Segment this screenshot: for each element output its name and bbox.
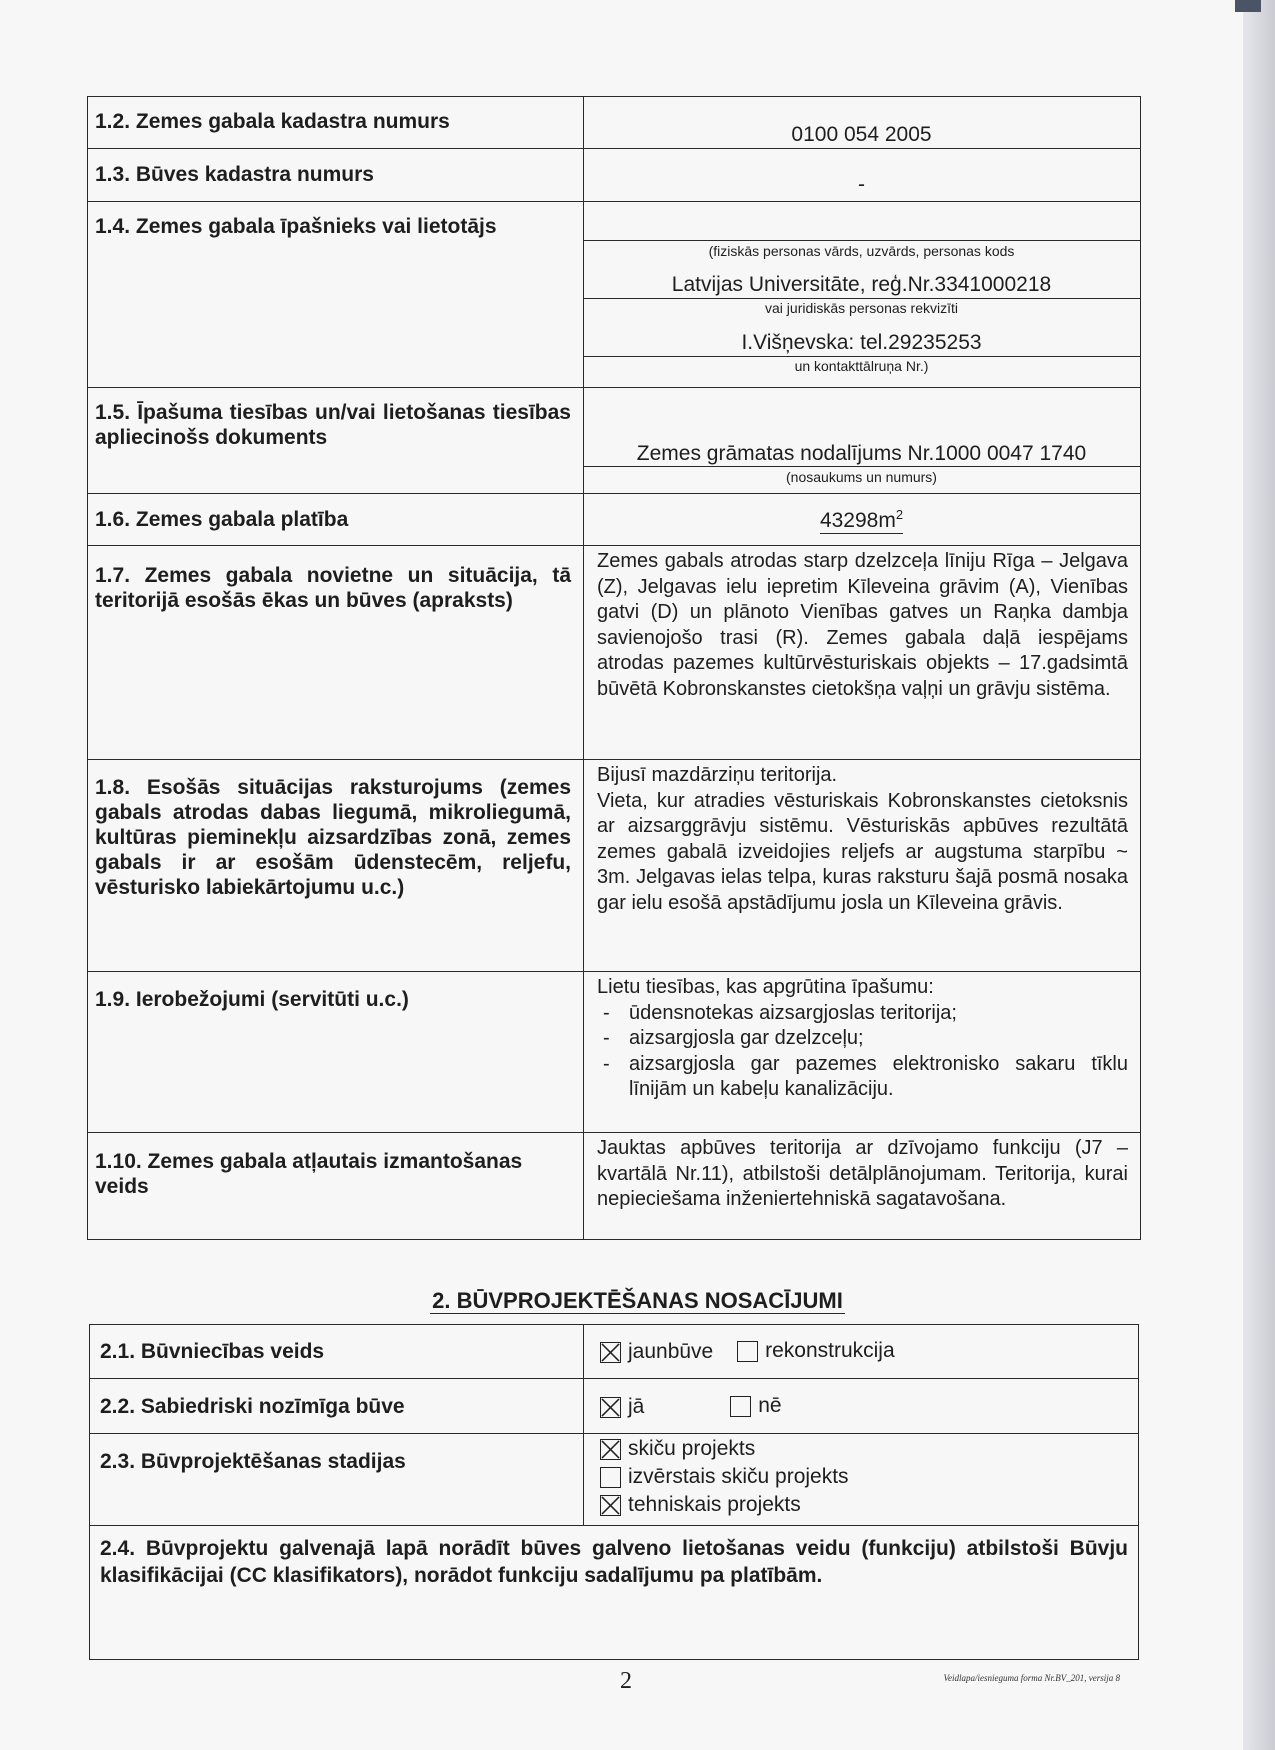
label-1-10: 1.10. Zemes gabala atļautais izmantošanas veids — [95, 1150, 523, 1198]
row-line — [90, 1378, 1138, 1379]
restrictions-list — [597, 1001, 1128, 1103]
row-line — [88, 759, 1140, 760]
option-label: nē — [758, 1394, 782, 1417]
scan-edge-mark — [1235, 0, 1261, 12]
label-2-1: 2.1. Būvniecības veids — [100, 1340, 325, 1363]
owner-hint-2: vai juridiskās personas rekvizīti — [765, 300, 958, 316]
section-2-title-text: 2. BŪVPROJEKTĒŠANAS NOSACĪJUMI — [432, 1288, 843, 1313]
checkbox-checked-icon[interactable] — [600, 1342, 621, 1363]
option-label: skiču projekts — [628, 1437, 756, 1460]
label-1-7: 1.7. Zemes gabala novietne un situācija, tā teritorijā esošās ēkas un būves (apraksts) — [95, 564, 571, 612]
checkbox-empty-icon[interactable] — [737, 1341, 758, 1362]
owner-value: Latvijas Universitāte, reģ.Nr.3341000218 — [671, 273, 1052, 296]
land-area-wrap — [820, 507, 903, 534]
cadastre-number-value: 0100 054 2005 — [791, 123, 932, 146]
label-2-3: 2.3. Būvprojektēšanas stadijas — [100, 1450, 406, 1473]
option-yes[interactable] — [600, 1395, 644, 1419]
location-description — [597, 549, 1128, 702]
label-1-3: 1.3. Būves kadastra numurs — [95, 163, 374, 186]
label-1-2: 1.2. Zemes gabala kadastra numurs — [95, 110, 450, 133]
option-extended-sketch[interactable] — [600, 1465, 849, 1489]
land-book-line — [583, 466, 1140, 467]
property-info-table — [87, 96, 1141, 1240]
row-line — [88, 971, 1140, 972]
land-area-sup: 2 — [895, 507, 904, 522]
column-divider — [583, 1325, 584, 1525]
permitted-use-description — [597, 1136, 1128, 1213]
option-reconstruction[interactable] — [737, 1339, 895, 1363]
land-area-value — [583, 507, 1140, 534]
option-new-build[interactable] — [600, 1340, 713, 1364]
option-no[interactable] — [730, 1394, 781, 1418]
row-line — [88, 545, 1140, 546]
row-line — [88, 201, 1140, 202]
owner-line-2 — [583, 298, 1140, 299]
owner-line-1 — [583, 240, 1140, 241]
form-version-note: Veidlapa/iesnieguma forma Nr.BV_201, versija 8 — [943, 1673, 1120, 1683]
option-label: rekonstrukcija — [765, 1339, 895, 1362]
row-line — [88, 148, 1140, 149]
row-line — [90, 1525, 1138, 1526]
owner-hint-3: un kontakttālruņa Nr.) — [794, 358, 929, 374]
checkbox-empty-icon[interactable] — [600, 1467, 621, 1488]
label-1-4: 1.4. Zemes gabala īpašnieks vai lietotājs — [95, 215, 497, 238]
list-item: - aizsargjosla gar dzelzceļu; — [597, 1026, 1128, 1052]
location-text: Zemes gabals atrodas starp dzelzceļa līniju Rīga – Jelgava (Z), Jelgavas ielu iepretim Kīleveina grāvim (A), Vienības gatvi (D) un plānoto Vienības gatves un Raņka dambja savienojošo trasi (R). Zemes gabala daļā iespējams atrodas pazemes kultūrvēsturiskais objekts – 17.gadsimtā būvētā Kobronskanstes cietokšņa vaļņi un grāvju sistēma. — [597, 550, 1128, 700]
option-technical-project[interactable] — [600, 1493, 849, 1517]
label-1-8: 1.8. Esošās situācijas raksturojums (zemes gabals atrodas dabas liegumā, mikroliegumā, kultūras pieminekļu aizsardzības zonā, zemes gabals ir ar esošām ūdenstecēm, reljefu, vēsturisko labiekārtojumu u.c.) — [95, 776, 571, 899]
option-label: jā — [628, 1395, 645, 1418]
label-1-9: 1.9. Ierobežojumi (servitūti u.c.) — [95, 988, 409, 1011]
owner-hint-1: (fiziskās personas vārds, uzvārds, personas kods — [708, 243, 1015, 259]
row-line — [90, 1433, 1138, 1434]
row-line — [88, 493, 1140, 494]
contact-value: I.Višņevska: tel.29235253 — [741, 331, 982, 354]
option-label: jaunbūve — [628, 1340, 714, 1363]
option-label: tehniskais projekts — [628, 1493, 801, 1516]
design-stage-options — [600, 1437, 867, 1521]
building-cadastre-value: - — [858, 173, 865, 196]
restrictions-description — [597, 975, 1128, 1103]
situation-p1: Bijusī mazdārziņu teritorija. — [597, 764, 838, 786]
option-sketch-project[interactable] — [600, 1437, 849, 1461]
row-2-4-text: 2.4. Būvprojektu galvenajā lapā norādīt būves galveno lietošanas veidu (funkciju) atbilstoši Būvju klasifikācijai (CC klasifikators), norādot funkciju sadalījumu pa platībām. — [100, 1537, 1128, 1587]
label-1-6: 1.6. Zemes gabala platība — [95, 508, 349, 531]
label-1-5: 1.5. Īpašuma tiesības un/vai lietošanas tiesības apliecinošs dokuments — [95, 401, 571, 449]
label-2-2: 2.2. Sabiedriski nozīmīga būve — [100, 1395, 405, 1418]
option-label: izvērstais skiču projekts — [628, 1465, 849, 1488]
column-divider — [583, 97, 584, 1239]
section-2-title — [0, 1288, 1275, 1314]
page-edge — [1243, 0, 1275, 1750]
checkbox-empty-icon[interactable] — [730, 1396, 751, 1417]
public-building-options — [600, 1394, 800, 1423]
page-number: 2 — [620, 1668, 632, 1694]
permitted-use-text: Jauktas apbūves teritorija ar dzīvojamo funkciju (J7 – kvartālā Nr.11), atbilstoši detālplānojumam. Teritorija, kurai nepieciešama inženiertehniskā sagatavošana. — [597, 1137, 1128, 1210]
checkbox-checked-icon[interactable] — [600, 1495, 621, 1516]
land-book-value: Zemes grāmatas nodalījums Nr.1000 0047 1740 — [636, 442, 1087, 465]
row-line — [88, 1132, 1140, 1133]
list-item: - aizsargjosla gar pazemes elektronisko sakaru tīklu līnijām un kabeļu kanalizāciju. — [597, 1052, 1128, 1103]
row-line — [88, 387, 1140, 388]
checkbox-checked-icon[interactable] — [600, 1439, 621, 1460]
situation-p2: Vieta, kur atradies vēsturiskais Kobronskanstes cietoksnis ar aizsarggrāvju sistēmu. Vēsturiskās apbūves rezultātā zemes gabalā izveidojies reljefs ar augstuma starpību ~ 3m. Jelgavas ielas telpa, kuras raksturu šajā posmā nosaka gar ielu esošā apstādījumu josla un Kīleveina grāvis. — [597, 789, 1128, 914]
owner-line-3 — [583, 356, 1140, 357]
list-item: - ūdensnotekas aizsargjoslas teritorija; — [597, 1001, 1128, 1027]
situation-description — [597, 763, 1128, 916]
checkbox-checked-icon[interactable] — [600, 1397, 621, 1418]
land-area-number: 43298m — [819, 509, 896, 532]
land-book-hint: (nosaukums un numurs) — [786, 469, 937, 485]
design-conditions-table — [89, 1324, 1139, 1660]
restrictions-intro: Lietu tiesības, kas apgrūtina īpašumu: — [597, 976, 934, 998]
construction-type-options — [600, 1339, 913, 1368]
